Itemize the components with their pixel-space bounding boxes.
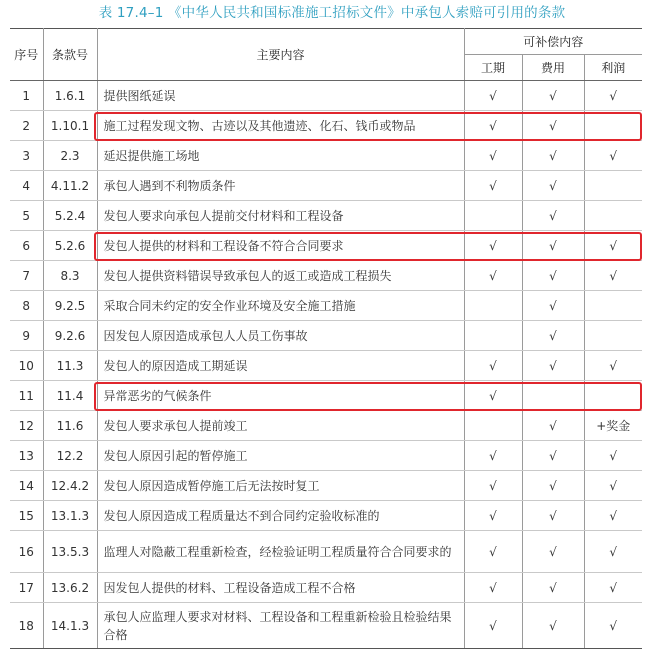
table-row (10, 141, 642, 171)
row-clause: 5.2.4 (43, 201, 97, 231)
row-cost: √ (522, 261, 584, 291)
row-clause: 1.6.1 (43, 81, 97, 111)
row-seq: 12 (10, 411, 43, 441)
header-content: 主要内容 (97, 29, 464, 81)
row-content: 承包人应监理人要求对材料、工程设备和工程重新检验且检验结果合格 (97, 603, 464, 649)
row-seq: 4 (10, 171, 43, 201)
row-profit: √ (584, 351, 642, 381)
row-duration: √ (464, 441, 522, 471)
row-seq: 8 (10, 291, 43, 321)
row-content: 承包人遇到不利物质条件 (97, 171, 464, 201)
table-row (10, 603, 642, 649)
row-clause: 5.2.6 (43, 231, 97, 261)
table-row (10, 261, 642, 291)
row-cost: √ (522, 603, 584, 649)
row-duration (464, 411, 522, 441)
row-clause: 13.1.3 (43, 501, 97, 531)
row-duration: √ (464, 603, 522, 649)
table-row (10, 321, 642, 351)
row-cost: √ (522, 351, 584, 381)
row-content: 发包人原因造成暂停施工后无法按时复工 (97, 471, 464, 501)
row-cost: √ (522, 531, 584, 573)
row-profit: +奖金 (584, 411, 642, 441)
row-content: 发包人要求向承包人提前交付材料和工程设备 (97, 201, 464, 231)
row-duration: √ (464, 381, 522, 411)
row-profit: √ (584, 603, 642, 649)
row-clause: 11.6 (43, 411, 97, 441)
row-clause: 8.3 (43, 261, 97, 291)
row-seq: 14 (10, 471, 43, 501)
row-seq: 6 (10, 231, 43, 261)
row-duration: √ (464, 261, 522, 291)
row-content: 发包人原因引起的暂停施工 (97, 441, 464, 471)
row-clause: 13.6.2 (43, 573, 97, 603)
row-clause: 9.2.5 (43, 291, 97, 321)
row-cost: √ (522, 231, 584, 261)
row-clause: 11.4 (43, 381, 97, 411)
table-row (10, 171, 642, 201)
row-profit: √ (584, 501, 642, 531)
header-profit: 利润 (584, 55, 642, 81)
row-content: 提供图纸延误 (97, 81, 464, 111)
row-seq: 11 (10, 381, 43, 411)
table-row (10, 81, 642, 111)
table-row (10, 291, 642, 321)
row-clause: 12.2 (43, 441, 97, 471)
row-seq: 9 (10, 321, 43, 351)
row-seq: 16 (10, 531, 43, 573)
row-clause: 11.3 (43, 351, 97, 381)
row-cost: √ (522, 201, 584, 231)
row-duration: √ (464, 141, 522, 171)
row-clause: 2.3 (43, 141, 97, 171)
row-duration: √ (464, 471, 522, 501)
row-seq: 5 (10, 201, 43, 231)
row-cost: √ (522, 573, 584, 603)
row-duration: √ (464, 501, 522, 531)
row-content: 发包人要求承包人提前竣工 (97, 411, 464, 441)
row-content: 因发包人提供的材料、工程设备造成工程不合格 (97, 573, 464, 603)
row-clause: 13.5.3 (43, 531, 97, 573)
row-cost: √ (522, 141, 584, 171)
table-row (10, 201, 642, 231)
table-row (10, 573, 642, 603)
row-profit: √ (584, 573, 642, 603)
row-cost: √ (522, 321, 584, 351)
row-content: 异常恶劣的气候条件 (97, 381, 464, 411)
row-seq: 18 (10, 603, 43, 649)
row-clause: 4.11.2 (43, 171, 97, 201)
row-highlight-box (94, 112, 642, 141)
row-cost: √ (522, 291, 584, 321)
row-content: 监理人对隐蔽工程重新检查，经检验证明工程质量符合合同要求的 (97, 531, 464, 573)
row-clause: 12.4.2 (43, 471, 97, 501)
table-row (10, 351, 642, 381)
row-profit: √ (584, 261, 642, 291)
row-profit (584, 291, 642, 321)
table-row (10, 531, 642, 573)
row-seq: 15 (10, 501, 43, 531)
row-duration: √ (464, 171, 522, 201)
header-clause: 条款号 (43, 29, 97, 81)
row-content: 发包人的原因造成工期延误 (97, 351, 464, 381)
row-content: 延迟提供施工场地 (97, 141, 464, 171)
row-profit: √ (584, 81, 642, 111)
row-profit: √ (584, 531, 642, 573)
header-compensable: 可补偿内容 (464, 29, 642, 55)
row-seq: 2 (10, 111, 43, 141)
row-duration: √ (464, 111, 522, 141)
table-caption: 表 17.4–1 《中华人民共和国标准施工招标文件》中承包人索赔可引用的条款 (98, 5, 566, 21)
row-profit (584, 171, 642, 201)
row-profit: √ (584, 141, 642, 171)
row-duration: √ (464, 573, 522, 603)
row-seq: 13 (10, 441, 43, 471)
row-highlight-box (94, 382, 642, 411)
row-cost: √ (522, 501, 584, 531)
row-duration: √ (464, 531, 522, 573)
row-cost: √ (522, 471, 584, 501)
row-content: 发包人提供资料错误导致承包人的返工或造成工程损失 (97, 261, 464, 291)
row-clause: 9.2.6 (43, 321, 97, 351)
table-row (10, 441, 642, 471)
row-clause: 1.10.1 (43, 111, 97, 141)
row-duration (464, 291, 522, 321)
row-content: 因发包人原因造成承包人人员工伤事故 (97, 321, 464, 351)
row-seq: 7 (10, 261, 43, 291)
row-clause: 14.1.3 (43, 603, 97, 649)
row-highlight-box (94, 232, 642, 261)
row-duration: √ (464, 81, 522, 111)
header-duration: 工期 (464, 55, 522, 81)
row-profit: √ (584, 231, 642, 261)
header-seq: 序号 (10, 29, 43, 81)
row-cost: √ (522, 171, 584, 201)
row-seq: 1 (10, 81, 43, 111)
row-seq: 17 (10, 573, 43, 603)
row-content: 施工过程发现文物、古迹以及其他遗迹、化石、钱币或物品 (97, 111, 464, 141)
row-duration (464, 321, 522, 351)
table-row (10, 501, 642, 531)
row-cost: √ (522, 111, 584, 141)
row-seq: 10 (10, 351, 43, 381)
table-row (10, 411, 642, 441)
row-profit (584, 201, 642, 231)
row-duration (464, 201, 522, 231)
row-duration: √ (464, 351, 522, 381)
row-profit: √ (584, 471, 642, 501)
row-cost: √ (522, 81, 584, 111)
table-row (10, 471, 642, 501)
row-profit (584, 321, 642, 351)
row-content: 发包人原因造成工程质量达不到合同约定验收标准的 (97, 501, 464, 531)
row-content: 发包人提供的材料和工程设备不符合合同要求 (97, 231, 464, 261)
row-content: 采取合同未约定的安全作业环境及安全施工措施 (97, 291, 464, 321)
table-body (10, 81, 642, 649)
row-seq: 3 (10, 141, 43, 171)
header-cost: 费用 (522, 55, 584, 81)
row-profit: √ (584, 441, 642, 471)
row-duration: √ (464, 231, 522, 261)
row-cost: √ (522, 411, 584, 441)
row-cost: √ (522, 441, 584, 471)
